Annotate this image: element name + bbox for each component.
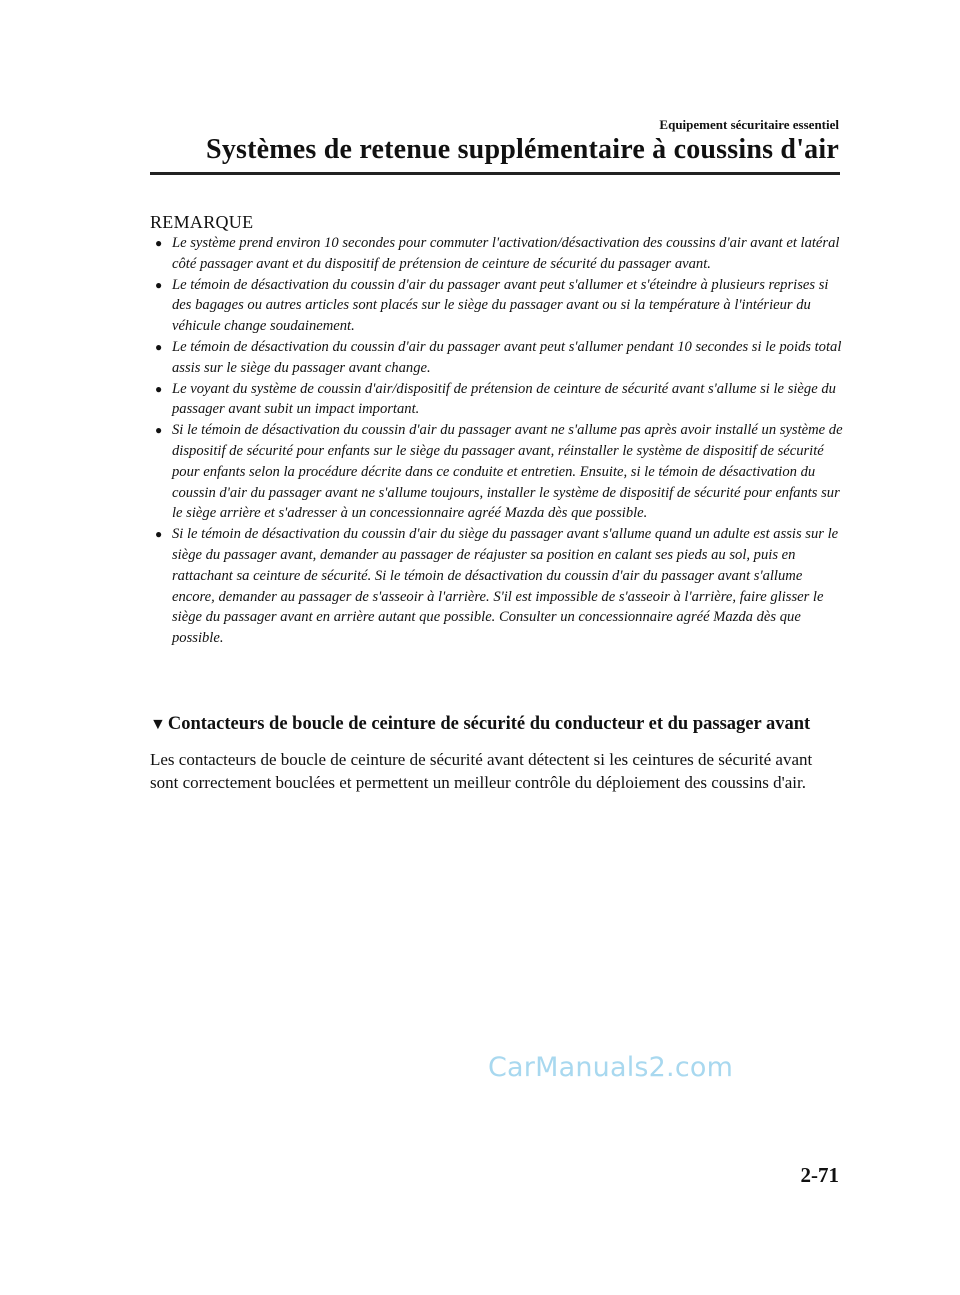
note-item bbox=[155, 420, 845, 524]
note-item-text: Le voyant du système de coussin d'air/dispositif de prétension de ceinture de sécurité avant s'allume si le siège du passager avant subit un impact important. bbox=[172, 380, 836, 418]
page-number: 2-71 bbox=[800, 1163, 839, 1187]
note-item bbox=[155, 524, 845, 649]
header-divider bbox=[150, 172, 840, 175]
note-item-text: Si le témoin de désactivation du coussin d'air du passager avant ne s'allume pas après avoir installé un système de dispositif de sécurité pour enfants sur le siège du passager avant, réinstaller le système de dispositif de sécurité pour enfants selon la procédure décrite dans ce conduite et entretien. Ensuite, si le témoin de désactivation du coussin d'air du passager avant ne s'allume toujours, installer le système de dispositif de sécurité pour enfants sur le siège arrière et s'adresser à un concessionnaire agréé Mazda dès que possible. bbox=[172, 422, 843, 522]
bullet-dot-icon: ● bbox=[155, 381, 163, 396]
note-item bbox=[155, 275, 845, 337]
section-heading bbox=[150, 714, 810, 735]
note-item-text: Si le témoin de désactivation du coussin d'air du siège du passager avant s'allume quand un adulte est assis sur le siège du passager avant, demander au passager de réajuster sa position en calant ses pieds au sol, puis en rattachant sa ceinture de sécurité. Si le témoin de désactivation du coussin d'air du passager avant s'allume encore, demander au passager de s'asseoir à l'arrière. S'il est impossible de s'asseoir à l'arrière, faire glisser le siège du passager avant en arrière autant que possible. Consulter un concessionnaire agréé Mazda dès que possible. bbox=[172, 526, 839, 647]
watermark-logo: CarManuals2.com bbox=[488, 1052, 734, 1083]
note-item-text: Le témoin de désactivation du coussin d'air du passager avant peut s'allumer pendant 10 secondes si le poids total assis sur le siège du passager avant change. bbox=[172, 338, 842, 376]
note-list bbox=[155, 233, 845, 649]
bullet-dot-icon: ● bbox=[155, 236, 163, 250]
section-body: Les contacteurs de boucle de ceinture de sécurité avant détectent si les ceintures de sécurité avant sont correctement bouclées et permettent un meilleur contrôle du déploiement des coussins d'air. bbox=[150, 750, 813, 792]
note-item bbox=[155, 233, 845, 275]
bullet-dot-icon: ● bbox=[155, 277, 163, 292]
note-item-text: Le système prend environ 10 secondes pour commuter l'activation/désactivation des coussins d'air avant et latéral côté passager avant et du dispositif de prétension de ceinture de sécurité du passager avant. bbox=[172, 235, 840, 272]
down-triangle-icon: ▼ bbox=[150, 716, 166, 733]
bullet-dot-icon: ● bbox=[155, 527, 163, 542]
bullet-dot-icon: ● bbox=[155, 339, 163, 354]
note-item bbox=[155, 379, 845, 421]
bullet-dot-icon: ● bbox=[155, 423, 163, 438]
note-heading: REMARQUE bbox=[150, 212, 254, 232]
running-header-section: Equipement sécuritaire essentiel bbox=[659, 117, 839, 132]
running-header-title: Systèmes de retenue supplémentaire à coussins d'air bbox=[206, 134, 839, 165]
note-item-text: Le témoin de désactivation du coussin d'air du passager avant peut s'allumer et s'éteindre à plusieurs reprises si des bagages ou autres articles sont placés sur le siège du passager avant ou si la température à l'intérieur du véhicule change soudainement. bbox=[172, 276, 829, 335]
section-heading-text: Contacteurs de boucle de ceinture de sécurité du conducteur et du passager avant bbox=[167, 714, 811, 734]
note-item bbox=[155, 337, 845, 379]
